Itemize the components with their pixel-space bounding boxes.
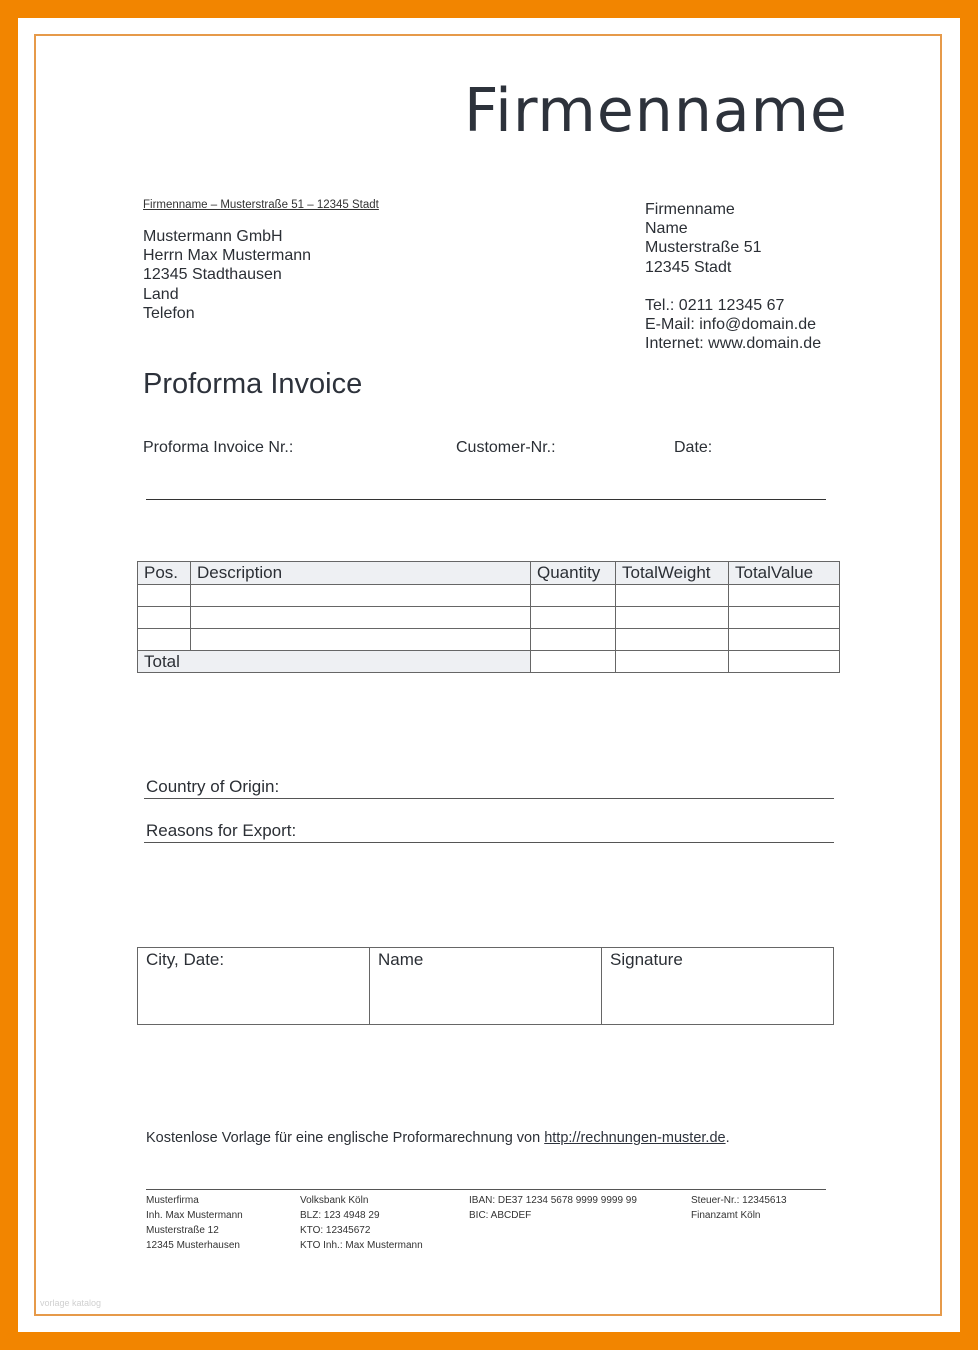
contact-email: E-Mail: info@domain.de xyxy=(645,316,816,334)
table-cell[interactable] xyxy=(191,629,531,651)
company-title: Firmenname xyxy=(464,76,848,146)
table-cell[interactable] xyxy=(138,585,191,607)
signature-label: Signature xyxy=(610,950,683,969)
footer-tax xyxy=(691,1193,787,1223)
table-cell[interactable] xyxy=(138,629,191,651)
footer-line-text: IBAN: DE37 1234 5678 9999 9999 99 xyxy=(469,1195,637,1206)
total-label: Total xyxy=(138,651,531,673)
recipient-line: Herrn Max Mustermann xyxy=(143,247,312,265)
table-cell[interactable] xyxy=(616,607,729,629)
recipient-line: Mustermann GmbH xyxy=(143,228,283,245)
contact-phone: Tel.: 0211 12345 67 xyxy=(645,296,785,314)
table-cell[interactable] xyxy=(729,629,840,651)
page-frame xyxy=(18,18,960,1332)
footer-line-text: Steuer-Nr.: 12345613 xyxy=(691,1195,787,1206)
company-contact xyxy=(645,200,821,353)
contact-line: Name xyxy=(645,220,688,238)
table-cell[interactable] xyxy=(531,629,616,651)
footnote-suffix: . xyxy=(725,1130,730,1146)
invoice-nr-label: Proforma Invoice Nr.: xyxy=(143,439,294,456)
table-cell[interactable] xyxy=(531,585,616,607)
city-date-label: City, Date: xyxy=(146,950,225,969)
table-cell[interactable] xyxy=(729,585,840,607)
meta-divider xyxy=(146,499,826,500)
date-label: Date: xyxy=(674,439,713,456)
watermark: vorlage katalog xyxy=(40,1298,102,1308)
template-footnote xyxy=(146,1130,730,1146)
footer-line-text: Volksbank Köln xyxy=(300,1195,369,1206)
column-header-quantity: Quantity xyxy=(531,562,616,585)
items-table xyxy=(137,561,840,673)
customer-nr-label: Customer-Nr.: xyxy=(456,439,556,456)
table-cell[interactable] xyxy=(729,607,840,629)
footer-line-text: BIC: ABCDEF xyxy=(469,1210,532,1221)
footer-company xyxy=(146,1193,243,1253)
recipient-address xyxy=(143,227,311,323)
table-row xyxy=(138,585,840,607)
footer-line-text: Musterfirma xyxy=(146,1195,199,1206)
column-header-pos: Pos. xyxy=(138,562,191,585)
contact-internet: Internet: www.domain.de xyxy=(645,335,822,353)
table-cell[interactable] xyxy=(616,585,729,607)
contact-line: 12345 Stadt xyxy=(645,258,732,276)
footer-line-text: KTO: 12345672 xyxy=(300,1225,371,1236)
footer-line-text: Musterstraße 12 xyxy=(146,1225,219,1236)
signature-cell[interactable] xyxy=(602,948,834,1025)
column-header-totalweight: TotalWeight xyxy=(616,562,729,585)
signature-table xyxy=(137,947,834,1025)
footnote-text: Kostenlose Vorlage für eine englische Proformarechnung von xyxy=(146,1130,545,1146)
country-of-origin-line[interactable] xyxy=(144,798,834,799)
footer-divider xyxy=(146,1189,826,1190)
total-value-cell[interactable] xyxy=(729,651,840,673)
country-of-origin-label: Country of Origin: xyxy=(146,777,280,796)
footer-line-text: 12345 Musterhausen xyxy=(146,1240,240,1251)
name-cell[interactable] xyxy=(370,948,602,1025)
table-cell[interactable] xyxy=(616,629,729,651)
footnote-link[interactable]: http://rechnungen-muster.de xyxy=(544,1130,726,1146)
recipient-line: 12345 Stadthausen xyxy=(143,266,282,284)
table-row xyxy=(138,607,840,629)
contact-line: Musterstraße 51 xyxy=(645,239,762,257)
footer-line-text: KTO Inh.: Max Mustermann xyxy=(300,1240,423,1251)
name-label: Name xyxy=(378,950,424,969)
table-cell[interactable] xyxy=(138,607,191,629)
footer-bank xyxy=(300,1193,423,1253)
total-weight-cell[interactable] xyxy=(616,651,729,673)
reasons-for-export-line[interactable] xyxy=(144,842,834,843)
table-cell[interactable] xyxy=(531,607,616,629)
document-page xyxy=(34,34,942,1316)
spacer xyxy=(645,277,821,296)
table-header-row xyxy=(138,562,840,585)
recipient-line: Land xyxy=(143,285,179,303)
column-header-totalvalue: TotalValue xyxy=(729,562,840,585)
total-quantity-cell[interactable] xyxy=(531,651,616,673)
document-title: Proforma Invoice xyxy=(143,368,363,400)
table-cell[interactable] xyxy=(191,607,531,629)
footer-iban xyxy=(469,1193,637,1223)
footer-line-text: Finanzamt Köln xyxy=(691,1210,761,1221)
city-date-cell[interactable] xyxy=(138,948,370,1025)
contact-line: Firmenname xyxy=(645,201,735,218)
footer-line-text: BLZ: 123 4948 29 xyxy=(300,1210,380,1221)
table-row xyxy=(138,629,840,651)
sender-address-line: Firmenname – Musterstraße 51 – 12345 Stadt xyxy=(143,199,379,211)
total-row xyxy=(138,651,840,673)
footer-line-text: Inh. Max Mustermann xyxy=(146,1210,243,1221)
column-header-description: Description xyxy=(191,562,531,585)
reasons-for-export-label: Reasons for Export: xyxy=(146,821,297,840)
table-cell[interactable] xyxy=(191,585,531,607)
recipient-line: Telefon xyxy=(143,304,195,322)
